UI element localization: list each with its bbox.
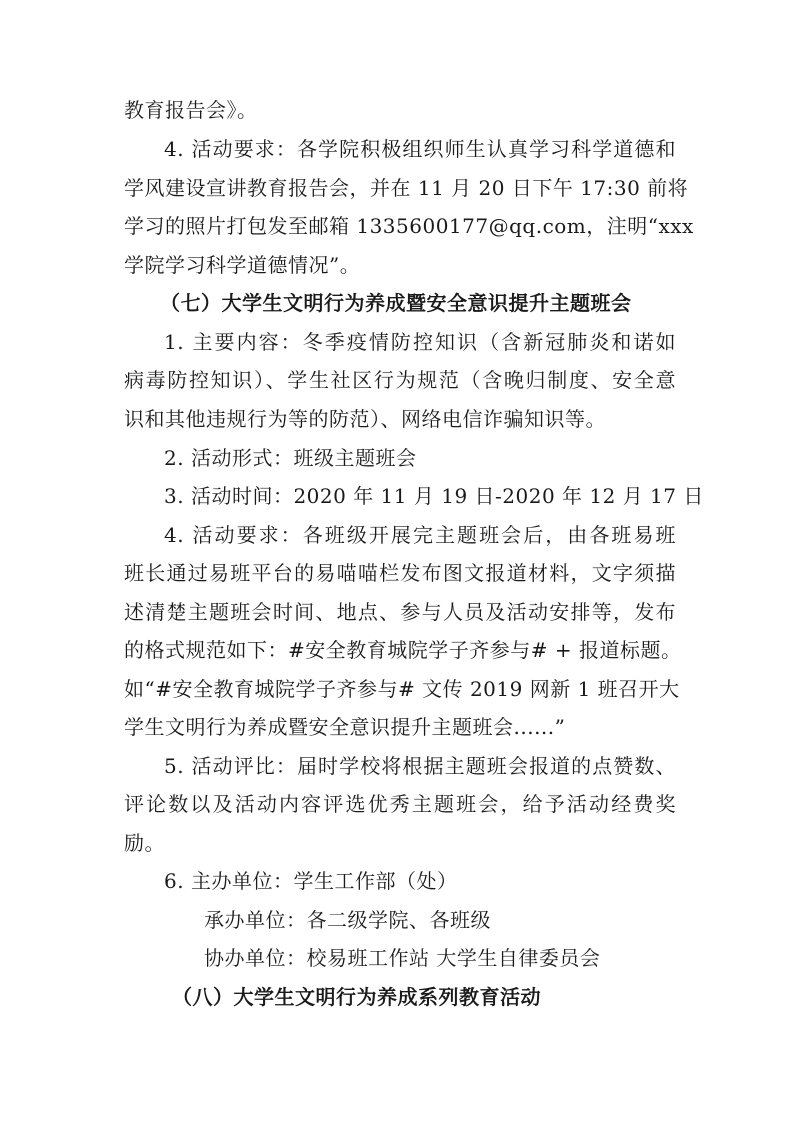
paragraph-line: 4. 活动要求：各学院积极组织师生认真学习科学道德和 [164, 137, 676, 161]
paragraph-line: 6. 主办单位：学生工作部（处） [164, 869, 458, 893]
paragraph-line: 1. 主要内容：冬季疫情防控知识（含新冠肺炎和诺如 [164, 330, 676, 354]
paragraph-line: 学风建设宣讲教育报告会，并在 11 月 20 日下午 17:30 前将 [124, 176, 689, 200]
section-heading-8: （八）大学生文明行为养成系列教育活动 [172, 985, 541, 1009]
paragraph-line: 5. 活动评比：届时学校将根据主题班会报道的点赞数、 [164, 754, 676, 778]
paragraph-line: 评论数以及活动内容评选优秀主题班会，给予活动经费奖 [124, 792, 676, 816]
paragraph-line: 如“#安全教育城院学子齐参与# 文传 2019 网新 1 班召开大 [124, 677, 680, 701]
paragraph-line: 协办单位：校易班工作站 大学生自律委员会 [204, 946, 601, 970]
paragraph-line: 班长通过易班平台的易喵喵栏发布图文报道材料，文字须描 [124, 561, 676, 585]
section-heading-7: （七）大学生文明行为养成暨安全意识提升主题班会 [160, 291, 632, 315]
paragraph-line: 的格式规范如下：#安全教育城院学子齐参与# + 报道标题。 [124, 638, 682, 662]
paragraph-line: 学院学习科学道德情况”。 [124, 253, 361, 277]
paragraph-line: 学生文明行为养成暨安全意识提升主题班会......” [124, 715, 566, 739]
paragraph-line: 2. 活动形式：班级主题班会 [164, 446, 417, 470]
paragraph-line: 3. 活动时间：2020 年 11 月 19 日-2020 年 12 月 17 日 [164, 484, 704, 508]
paragraph-line: 励。 [124, 831, 165, 855]
paragraph-line: 识和其他违规行为等的防范）、网络电信诈骗知识等。 [124, 407, 606, 431]
paragraph-line: 述清楚主题班会时间、地点、参与人员及活动安排等，发布 [124, 600, 676, 624]
paragraph-line: 病毒防控知识）、学生社区行为规范（含晚归制度、安全意 [124, 368, 676, 392]
paragraph-line: 4. 活动要求：各班级开展完主题班会后，由各班易班 [164, 523, 676, 547]
paragraph-line: 承办单位：各二级学院、各班级 [204, 908, 491, 932]
paragraph-line: 学习的照片打包发至邮箱 1335600177@qq.com，注明“xxx [124, 214, 694, 238]
paragraph-line: 教育报告会》。 [124, 98, 258, 122]
